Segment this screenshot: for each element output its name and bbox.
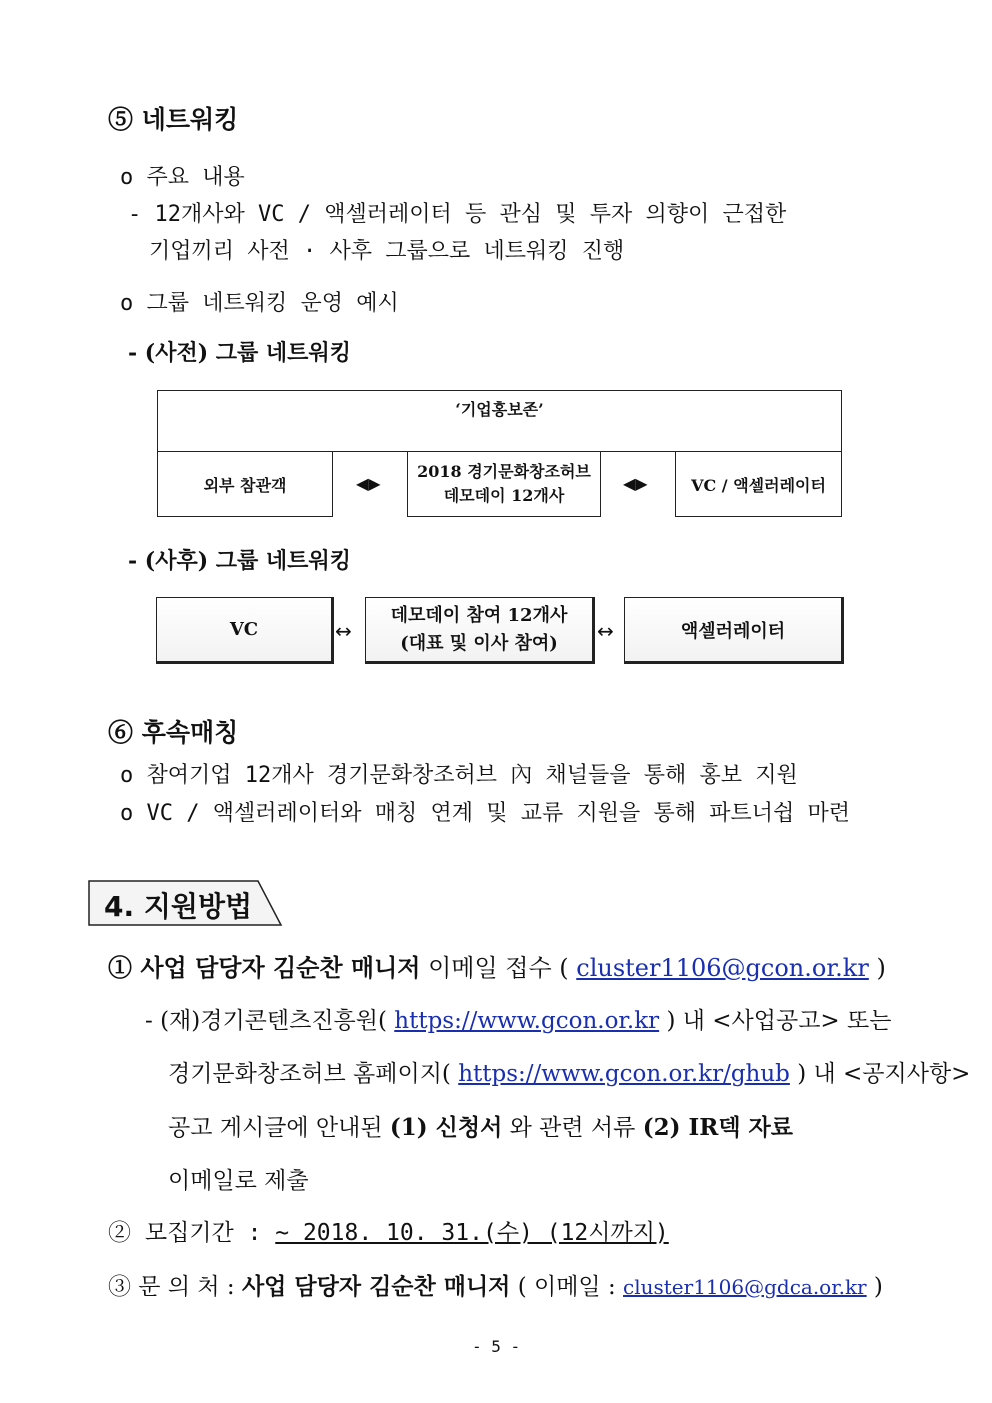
bullet-group-example: o 그룹 네트워킹 운영 예시 — [120, 291, 399, 316]
demoday-line-2: 데모데이 12개사 — [443, 486, 565, 505]
ghub-text-after: ) 내 <공지사항> — [789, 1061, 971, 1087]
inquiry-contact-bold: 사업 담당자 김순찬 매니저 — [241, 1273, 511, 1300]
application-form-bold: (1) 신청서 — [389, 1114, 503, 1141]
bidirectional-arrow-icon: ◀▶ — [623, 474, 648, 493]
promo-zone-label: ‘기업홍보존’ — [455, 399, 544, 419]
detail-documents — [168, 1109, 793, 1142]
followup-bullet-1: o 참여기업 12개사 경기문화창조허브 內 채널들을 통해 홍보 지원 — [120, 763, 798, 788]
period-label: ② 모집기간 : — [108, 1220, 276, 1246]
detail-submit-by-email: 이메일로 제출 — [168, 1168, 309, 1194]
contact-email-link[interactable]: cluster1106@gcon.or.kr — [576, 954, 869, 982]
section-heading-networking: ⑤ 네트워킹 — [108, 105, 239, 134]
inquiry-email-label: ( 이메일 : — [510, 1274, 624, 1300]
paren-close: ) — [866, 1274, 883, 1300]
vc-label: VC — [229, 619, 259, 640]
detail-line-1: - 12개사와 VC / 액셀러레이터 등 관심 및 투자 의향이 근접한 — [128, 202, 787, 227]
contact-person-bold: ① 사업 담당자 김순찬 매니저 — [108, 953, 421, 982]
followup-bullet-2: o VC / 액셀러레이터와 매칭 연계 및 교류 지원을 통해 파트너쉽 마련 — [120, 801, 850, 826]
double-arrow-icon: ↔ — [597, 619, 614, 643]
bullet-main-content: o 주요 내용 — [120, 165, 245, 190]
pre-networking-label: - (사전) 그룹 네트워킹 — [128, 340, 351, 366]
gcon-text-after: ) 내 <사업공고> 또는 — [659, 1008, 892, 1034]
vc-box — [156, 597, 334, 664]
promo-zone-spacer — [157, 425, 842, 452]
vc-accelerator-label: VC / 액셀러레이터 — [691, 475, 826, 495]
gcon-text: - (재)경기콘텐츠진흥원( — [145, 1008, 395, 1034]
promo-zone-box — [157, 390, 842, 426]
paren-close: ) — [868, 954, 886, 982]
documents-text-mid: 와 관련 서류 — [502, 1115, 643, 1141]
email-submission-text: 이메일 접수 ( — [420, 954, 577, 982]
ghub-url-link[interactable]: https://www.gcon.or.kr/ghub — [458, 1061, 790, 1087]
detail-gcon-site — [145, 1002, 891, 1035]
section-title-support-method — [88, 880, 282, 925]
post-networking-label: - (사후) 그룹 네트워킹 — [128, 548, 351, 574]
participants-line-2: (대표 및 이사 참여) — [400, 632, 558, 654]
accelerator-box — [624, 597, 844, 664]
ir-deck-bold: (2) IR덱 자료 — [642, 1114, 793, 1141]
demoday-line-1: 2018 경기문화창조허브 — [417, 462, 591, 481]
inquiry-label: ③ 문 의 처 : — [108, 1274, 242, 1300]
inquiry-email-link[interactable]: cluster1106@gdca.or.kr — [623, 1275, 867, 1299]
ghub-text: 경기문화창조허브 홈페이지( — [168, 1061, 459, 1087]
documents-text: 공고 게시글에 안내된 — [168, 1115, 390, 1141]
double-arrow-icon: ↔ — [335, 619, 352, 643]
detail-ghub-site — [168, 1055, 970, 1088]
item-recruitment-period — [108, 1214, 669, 1247]
participants-box — [365, 597, 595, 664]
period-date: ~ 2018. 10. 31.(수) (12시까지) — [275, 1220, 669, 1246]
bidirectional-arrow-icon: ◀▶ — [356, 474, 381, 493]
visitors-label: 외부 참관객 — [203, 475, 287, 495]
item-email-submission — [108, 948, 886, 983]
detail-line-2: 기업끼리 사전 · 사후 그룹으로 네트워킹 진행 — [149, 239, 625, 264]
page-number: - 5 - — [472, 1337, 521, 1356]
accelerator-label: 액셀러레이터 — [680, 620, 786, 642]
section-title-text: 4. 지원방법 — [104, 890, 253, 923]
demoday-companies-box — [407, 451, 601, 517]
item-inquiry — [108, 1268, 883, 1301]
section-heading-followup: ⑥ 후속매칭 — [108, 718, 239, 747]
participants-line-1: 데모데이 참여 12개사 — [390, 604, 568, 626]
gcon-url-link[interactable]: https://www.gcon.or.kr — [394, 1008, 660, 1034]
visitors-box — [157, 451, 333, 517]
vc-accelerator-box — [675, 451, 842, 517]
